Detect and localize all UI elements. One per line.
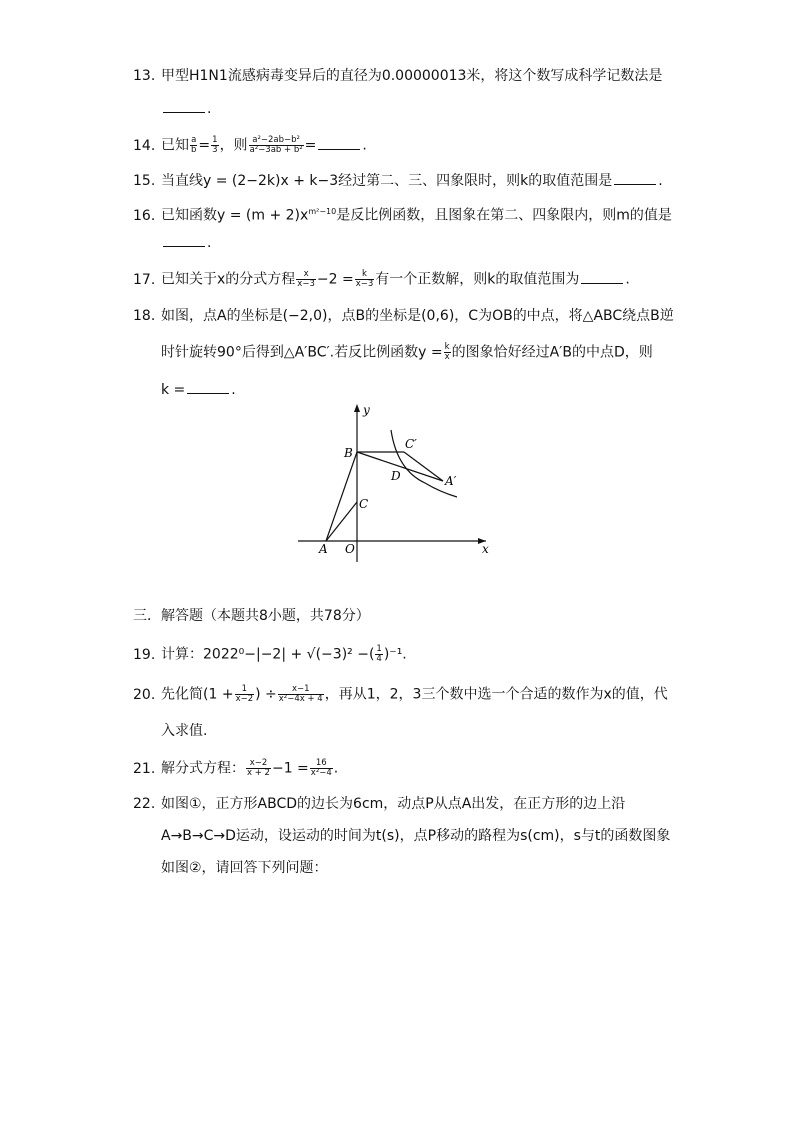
answer-line-13: .	[161, 100, 211, 118]
fraction: $\frac{1}{4}$	[376, 644, 382, 664]
question-18-line3: k = .	[161, 382, 236, 398]
question-number: 13.	[133, 68, 156, 84]
label-A: A	[319, 542, 328, 556]
fraction: $\frac{1}{3}$	[212, 135, 218, 155]
question-22: 22. 如图①，正方形ABCD的边长为6cm，动点P从点A出发，在正方形的边上沿	[133, 796, 626, 812]
question-22-line3: 如图②，请回答下列问题：	[161, 860, 328, 876]
question-16: 16. 已知函数$y = (m + 2)x^{m^2-10}$是反比例函数，且图象在第二、四象限内，则m的值是	[133, 207, 672, 224]
fraction: $\frac{x-1}{\text{x²−4x + 4}}$	[278, 684, 323, 704]
fraction: $\frac{k}{x}$	[444, 342, 450, 362]
question-18: 18. 如图，点A的坐标是(−2,0)，点B的坐标是(0,6)，C为OB的中点，将△ABC绕点B逆	[133, 308, 674, 324]
question-20: 20. 先化简(1 + $\frac{1}{x-2}$ ) ÷ $\frac{x-1}{\text{x²−4x + 4}}$ ，再从1，2，3三个数中选一个合适的数作为x的值，代	[133, 684, 668, 704]
question-13	[133, 67, 662, 85]
label-A-prime: A′	[445, 474, 457, 488]
question-14: 14. 已知 $\frac{a}{b}$ = $\frac{1}{3}$ ，则 $\frac{\text{a²−2ab−b²}}{\text{a²−3ab + b²}}$ = .	[133, 135, 367, 155]
question-22-line2: A→B→C→D运动，设运动的时间为t(s)，点P移动的路程为s(cm)，s与t的函数图象	[161, 828, 671, 844]
answer-blank[interactable]	[581, 271, 623, 284]
label-y: y	[363, 403, 370, 417]
fraction: $\frac{x-2}{x + 2}$	[247, 758, 270, 778]
question-text: 甲型H1N1流感病毒变异后的直径为0.00000013米，将这个数写成科学记数法是	[161, 68, 663, 84]
fraction: $\frac{1}{x-2}$	[235, 684, 254, 704]
question-19: 19. 计算：2022⁰−|−2| + √(−3)² −( $\frac{1}{4}$ )⁻¹.	[133, 644, 407, 664]
fraction: $\frac{16}{\text{x²−4}}$	[310, 758, 332, 778]
label-x: x	[482, 542, 489, 556]
answer-blank[interactable]	[187, 381, 229, 394]
segment-C-prime-A-prime	[404, 452, 443, 481]
question-18-line2: 时针旋转90°后得到△A′BC′.若反比例函数y = $\frac{k}{x}$ 的图象恰好经过A′B的中点D，则	[161, 342, 653, 362]
label-C-prime: C′	[405, 437, 417, 451]
label-C: C	[359, 497, 369, 511]
question-20-line2: 入求值.	[161, 723, 208, 739]
answer-blank[interactable]	[614, 172, 656, 185]
coordinate-figure	[290, 398, 500, 563]
label-B: B	[344, 446, 353, 460]
label-O: O	[345, 542, 355, 556]
answer-blank[interactable]	[163, 100, 205, 113]
fraction: $\frac{\text{a²−2ab−b²}}{\text{a²−3ab + b²}}$	[249, 135, 303, 155]
label-D: D	[391, 469, 401, 483]
question-15: 15. 当直线y = (2−2k)x + k−3经过第二、三、四象限时，则k的取值范围是 .	[133, 173, 663, 189]
fraction: $\frac{a}{b}$	[191, 135, 197, 155]
segment-AC	[326, 502, 357, 541]
segment-AB	[326, 452, 357, 541]
answer-blank[interactable]	[318, 137, 360, 150]
answer-blank[interactable]	[163, 234, 205, 247]
answer-line-16: .	[161, 234, 211, 252]
question-21: 21. 解分式方程： $\frac{x-2}{x + 2}$ −1 = $\frac{16}{\text{x²−4}}$ .	[133, 758, 339, 778]
section-heading: 三．解答题（本题共8小题，共78分）	[133, 608, 370, 624]
fraction: $\frac{k}{x-3}$	[355, 269, 374, 289]
question-17: 17. 已知关于x的分式方程 $\frac{x}{x-3}$ −2 = $\frac{k}{x-3}$ 有一个正数解，则k的取值范围为 .	[133, 269, 630, 289]
fraction: $\frac{x}{x-3}$	[297, 269, 315, 289]
